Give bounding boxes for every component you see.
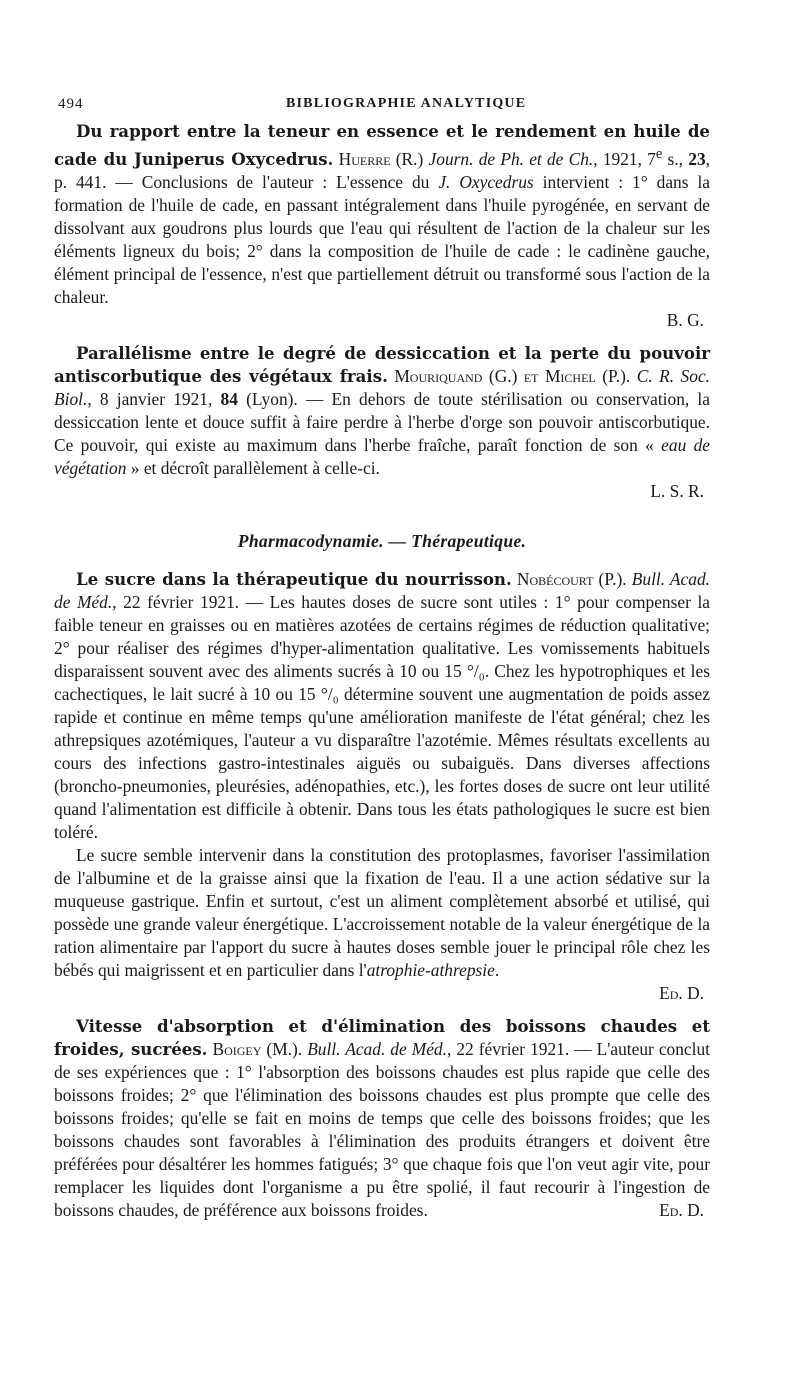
page-number: 494 [58,96,84,112]
entry-reference: s., [662,148,689,169]
entry-author: Huerre (R.) [338,148,424,169]
page [54,96,710,1232]
entry-author: Mouriquand (G.) et Michel (P.). [394,365,631,386]
entry-species: J. Oxycedrus [438,171,534,192]
entry-quote: eau de végétation [54,434,710,478]
running-title: BIBLIOGRAPHIE ANALYTIQUE [286,96,527,111]
entry-title: Vitesse d'absorption et d'élimination des boissons chaudes et froides, sucrées. [54,1015,710,1059]
entry-signature: B. G. [666,309,704,330]
entry-text: . [494,959,500,980]
entry-paragraph [54,1015,710,1222]
entry-reference: , 8 janvier 1921, [87,388,221,409]
entry-paragraph [54,568,710,844]
entry-author: Nobécourt (P.). [516,568,627,589]
entry-journal: Bull. Acad. de Méd. [307,1038,447,1059]
entry-signature: L. S. R. [650,480,704,501]
page-header [54,96,710,120]
entry-volume: 84 [220,388,238,409]
entry-reference: (Lyon). — En dehors de toute stérilisation ou conservation, la dessiccation lente et douce suffit à faire perdre à l'herbe d'orge son pouvoir antiscorbutique. Ce pouvoir, qui existe au maximum dans l'herbe fraîche, paraît fonction de son « [54,388,710,455]
entry-reference: , p. 441. — Conclusions de l'auteur : L'essence du [54,148,710,192]
entry-reference: , 1921, 7 [593,148,656,169]
entry-paragraph [54,844,710,982]
entry-reference-sup: e [655,146,663,162]
entry-signature: Ed. D. [659,982,704,1003]
bibliography-entry [54,120,710,332]
entry-title: Parallélisme entre le degré de dessiccation et la perte du pouvoir antiscorbutique des végétaux frais. [54,342,710,386]
entry-text: » et décroît parallèlement à celle-ci. [126,457,380,478]
entry-title: Le sucre dans la thérapeutique du nourrisson. [76,568,512,589]
entry-title: Du rapport entre la teneur en essence et le rendement en huile de cade du Juniperus Oxycedrus. [54,121,710,169]
entry-paragraph [54,342,710,480]
bibliography-entry [54,342,710,503]
bibliography-entry [54,1015,710,1222]
entry-term: atrophie-athrepsie [366,959,495,980]
entry-text: , 22 février 1921. — Les hautes doses de sucre sont utiles : 1° pour compenser la faible teneur en graisses ou en matières azotées de certains régimes de réduction qualitative; 2° pour réaliser des régimes d'hyper-alimentation qualitative. Les vomissements habituels disparaissent souvent avec des aliments sucrés à 10 ou 15 °/₀. Chez les hypotrophiques et les cachectiques, le lait sucré à 10 ou 15 °/₀ détermine souvent une augmentation de poids assez rapide et continue en même temps qu'une amélioration manifeste de l'état général; chez les athrepsiques azotémiques, l'auteur a vu disparaître l'azotémie. Mêmes résultats excellents au cours des infections gastro-intestinales aiguës ou subaiguës. Dans diverses affections (broncho-pneumonies, pleurésies, adénopathies, etc.), les fortes doses de sucre ont leur utilité quand l'alimentation est difficile à obtenir. Dans tous les états pathologiques le sucre est bien toléré. [54,591,710,842]
entry-journal: Bull. Acad. de Méd. [54,568,710,612]
entry-journal: Journ. de Ph. et de Ch. [428,148,594,169]
bibliography-entry [54,568,710,1005]
section-heading: Pharmacodynamie. — Thérapeutique. [237,530,527,551]
entry-signature: Ed. D. [659,1199,704,1220]
entry-journal: C. R. Soc. Biol. [54,365,711,409]
entry-volume: 23 [688,148,706,169]
entry-paragraph [54,120,710,309]
entry-text: intervient : 1° dans la formation de l'huile de cade, en passant intégralement dans l'huile pyrogénée, en servant de dissolvant aux goudrons plus lourds que l'eau qui résultent de l'action de la chaleur sur les éléments ligneux du bois; 2° dans la composition de l'huile de cade : le cadinène gauche, élément principal de l'essence, n'est que partiellement détruit ou transformé sous l'action de la chaleur. [54,171,711,307]
entry-text: , 22 février 1921. — L'auteur conclut de ses expériences que : 1° l'absorption des boissons chaudes est plus rapide que celle des boissons froides; 2° que l'élimination des boissons chaudes est plus prompte que celle des boissons froides; qu'elle se fait en moins de temps que celle des boissons froides; que les boissons chaudes sont favorables à l'élimination des produits étrangers et doivent être préférées pour désaltérer les hommes fatigués; 3° que chaque fois que l'on veut agir vite, pour remplacer les liquides dont l'organisme a pu être spolié, il faut recourir à l'ingestion de boissons chaudes, de préférence aux boissons froides. [54,1038,711,1220]
entry-text: Le sucre semble intervenir dans la constitution des protoplasmes, favoriser l'assimilation de l'albumine et de la graisse ainsi que la fixation de l'eau. Il a une action sédative sur la muqueuse gastrique. Enfin et surtout, c'est un aliment complètement absorbé et utilisé, qui possède une grande valeur énergétique. L'accroissement notable de la valeur énergétique de la ration alimentaire par l'apport du sucre à hautes doses semble jouer le principal rôle chez les bébés qui maigrissent et en particulier dans l' [54,844,710,980]
entry-author: Boigey (M.). [212,1038,303,1059]
